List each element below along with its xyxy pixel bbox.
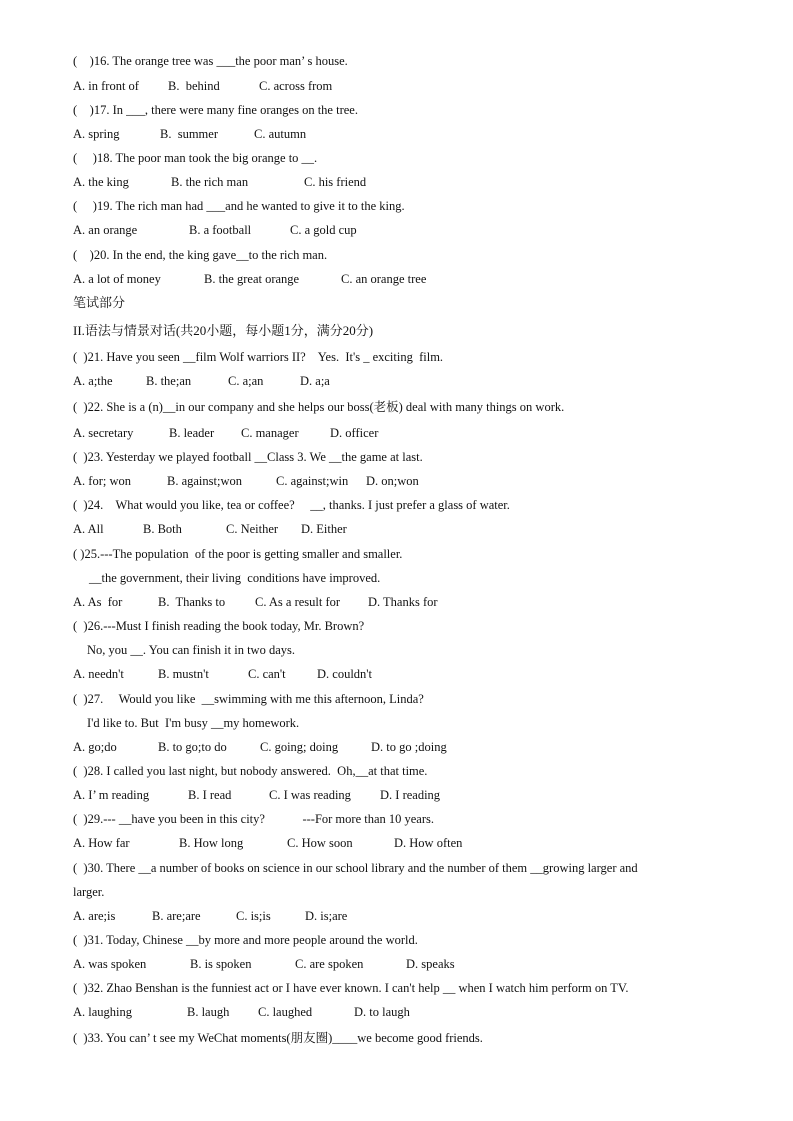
options-29	[0, 835, 793, 851]
options-20	[0, 271, 793, 287]
question-33: ( )33. You can’ t see my WeChat moments(朋友圈)____we become good friends.	[73, 1031, 483, 1045]
option-a: A. a lot of money	[73, 272, 161, 286]
question-32: ( )32. Zhao Benshan is the funniest act or I have ever known. I can't help __ when I watch him perform on TV.	[73, 981, 629, 995]
option-d: D. Either	[301, 522, 347, 536]
options-32	[0, 1004, 793, 1020]
option-a: A. in front of	[73, 79, 139, 93]
option-a: A. I’ m reading	[73, 788, 150, 802]
question-27: ( )27. Would you like __swimming with me this afternoon, Linda?	[73, 692, 424, 706]
option-c: C. manager	[241, 426, 299, 440]
options-18	[0, 174, 793, 190]
option-b: B. a football	[189, 223, 252, 237]
option-a: A. spring	[73, 127, 120, 141]
options-28	[0, 787, 793, 803]
option-c: C. is;is	[236, 909, 271, 923]
option-d: D. on;won	[366, 474, 419, 488]
option-a: A. are;is	[73, 909, 116, 923]
option-c: C. As a result for	[255, 595, 341, 609]
option-b: B. laugh	[187, 1005, 230, 1019]
option-b: B. How long	[179, 836, 244, 850]
question-28: ( )28. I called you last night, but nobody answered. Oh,__at that time.	[73, 764, 428, 778]
option-d: D. a;a	[300, 374, 330, 388]
option-d: D. Thanks for	[368, 595, 438, 609]
option-b: B. is spoken	[190, 957, 252, 971]
option-d: D. to laugh	[354, 1005, 410, 1019]
option-a: A. the king	[73, 175, 129, 189]
option-d: D. speaks	[406, 957, 455, 971]
option-d: D. couldn't	[317, 667, 373, 681]
question-25: ( )25.---The population of the poor is getting smaller and smaller.	[73, 547, 403, 561]
question-30-continuation: larger.	[73, 885, 105, 899]
option-b: B. the rich man	[171, 175, 249, 189]
question-29: ( )29.--- __have you been in this city? ---For more than 10 years.	[73, 812, 435, 826]
option-a: A. As for	[73, 595, 123, 609]
option-a: A. an orange	[73, 223, 138, 237]
question-18: ( )18. The poor man took the big orange to __.	[73, 151, 318, 165]
option-a: A. a;the	[73, 374, 113, 388]
option-b: B. mustn't	[158, 667, 209, 681]
option-c: C. against;win	[276, 474, 349, 488]
option-c: C. laughed	[258, 1005, 313, 1019]
options-17	[0, 126, 793, 142]
option-c: C. are spoken	[295, 957, 364, 971]
written-part-title: 笔试部分	[73, 295, 126, 310]
option-d: D. How often	[394, 836, 463, 850]
question-30: ( )30. There __a number of books on science in our school library and the number of them __growing larger and	[73, 861, 638, 875]
options-25	[0, 594, 793, 610]
question-27-continuation: I'd like to. But I'm busy __my homework.	[87, 716, 300, 730]
option-c: C. an orange tree	[341, 272, 427, 286]
option-b: B. the;an	[146, 374, 192, 388]
question-26: ( )26.---Must I finish reading the book today, Mr. Brown?	[73, 619, 365, 633]
option-c: C. across from	[259, 79, 333, 93]
section-title: II.语法与情景对话(共20小题，每小题1分，满分20分)	[73, 323, 374, 338]
option-d: D. is;are	[305, 909, 348, 923]
question-25-continuation: __the government, their living conditions have improved.	[89, 571, 381, 585]
option-a: A. go;do	[73, 740, 117, 754]
option-a: A. How far	[73, 836, 130, 850]
option-c: C. his friend	[304, 175, 367, 189]
option-b: B. Thanks to	[158, 595, 226, 609]
option-c: C. Neither	[226, 522, 279, 536]
question-23: ( )23. Yesterday we played football __Class 3. We __the game at last.	[73, 450, 423, 464]
question-21: ( )21. Have you seen __film Wolf warriors II? Yes. It's _ exciting film.	[73, 350, 444, 364]
question-24: ( )24. What would you like, tea or coffee? __, thanks. I just prefer a glass of water.	[73, 498, 510, 512]
option-b: B. leader	[169, 426, 215, 440]
options-21	[0, 373, 793, 389]
option-c: C. autumn	[254, 127, 307, 141]
options-31	[0, 956, 793, 972]
option-b: B. summer	[160, 127, 218, 141]
question-17: ( )17. In ___, there were many fine oranges on the tree.	[73, 103, 358, 117]
question-22: ( )22. She is a (n)__in our company and she helps our boss(老板) deal with many things on work.	[73, 400, 565, 414]
options-26	[0, 666, 793, 682]
option-c: C. can't	[248, 667, 286, 681]
option-c: C. a gold cup	[290, 223, 357, 237]
option-a: A. needn't	[73, 667, 124, 681]
option-d: D. to go ;doing	[371, 740, 447, 754]
question-20: ( )20. In the end, the king gave__to the rich man.	[73, 248, 328, 262]
options-30	[0, 908, 793, 924]
options-16	[0, 78, 793, 94]
question-19: ( )19. The rich man had ___and he wanted to give it to the king.	[73, 199, 405, 213]
options-27	[0, 739, 793, 755]
option-d: D. officer	[330, 426, 379, 440]
question-31: ( )31. Today, Chinese __by more and more people around the world.	[73, 933, 418, 947]
option-b: B. are;are	[152, 909, 201, 923]
options-24	[0, 521, 793, 537]
option-c: C. How soon	[287, 836, 353, 850]
option-b: B. I read	[188, 788, 232, 802]
question-16: ( )16. The orange tree was ___the poor man’ s house.	[73, 54, 348, 68]
options-19	[0, 222, 793, 238]
option-b: B. the great orange	[204, 272, 300, 286]
option-c: C. going; doing	[260, 740, 339, 754]
option-a: A. for; won	[73, 474, 131, 488]
question-26-continuation: No, you __. You can finish it in two days.	[87, 643, 295, 657]
option-a: A. laughing	[73, 1005, 133, 1019]
option-a: A. was spoken	[73, 957, 147, 971]
option-b: B. to go;to do	[158, 740, 227, 754]
option-a: A. All	[73, 522, 104, 536]
option-d: D. I reading	[380, 788, 441, 802]
option-b: B. against;won	[167, 474, 242, 488]
option-c: C. a;an	[228, 374, 264, 388]
options-22	[0, 425, 793, 441]
option-b: B. Both	[143, 522, 182, 536]
option-b: B. behind	[168, 79, 220, 93]
option-a: A. secretary	[73, 426, 134, 440]
options-23	[0, 473, 793, 489]
option-c: C. I was reading	[269, 788, 351, 802]
